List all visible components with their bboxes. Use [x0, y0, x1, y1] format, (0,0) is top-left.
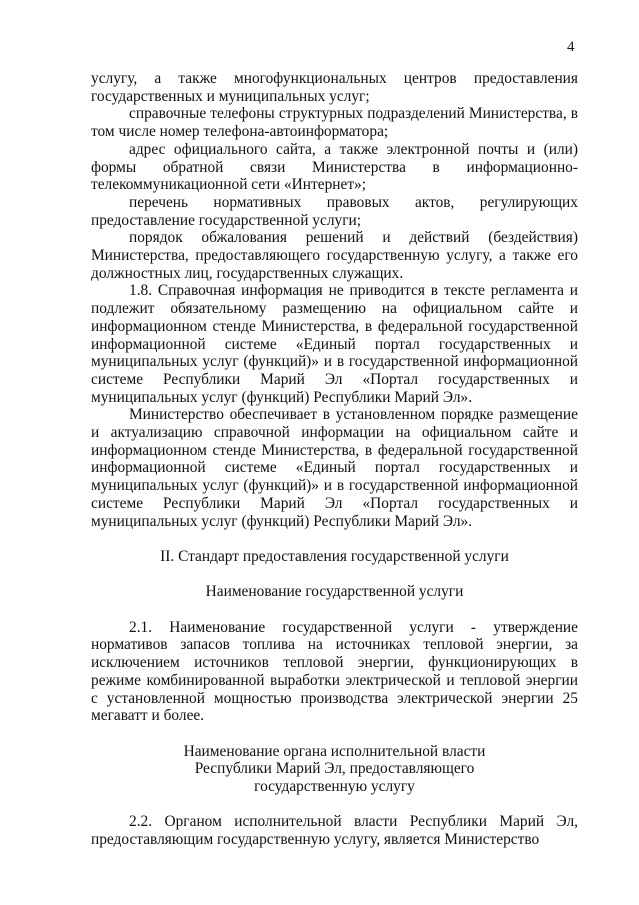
paragraph-continuation: услугу, а также многофункциональных центров предоставления государственных и муниципальных услуг; [91, 70, 578, 105]
paragraph-ministry-publication: Министерство обеспечивает в установленном порядке размещение и актуализацию справочной информации на официальном сайте и информационном стенде Министерства, в федеральной государственной информационной системе «Единый портал государственных и муниципальных услуг (функций)» и в государственной информационной системе Республики Марий Эл «Портал государственных и муниципальных услуг (функций) Республики Марий Эл». [91, 406, 578, 530]
subsection-heading-authority-line-1: Наименование органа исполнительной власти [183, 742, 486, 760]
paragraph-2-1: 2.1. Наименование государственной услуги - утверждение нормативов запасов топлива на источниках тепловой энергии, за исключением источников тепловой энергии, функционирующих в режиме комбинированной выработки электрической и тепловой энергии с установленной мощностью производства электрической энергии 25 мегаватт и более. [91, 618, 578, 725]
document-body [91, 70, 578, 849]
paragraph-phones: справочные телефоны структурных подразделений Министерства, в том числе номер телефона-автоинформатора; [91, 105, 578, 141]
paragraph-1-8: 1.8. Справочная информация не приводится в тексте регламента и подлежит обязательному размещению на официальном сайте и информационном стенде Министерства, в федеральной государственной информационной системе «Единый портал государственных и муниципальных услуг (функций)» и в государственной информационной системе Республики Марий Эл «Портал государственных и муниципальных услуг (функций) Республики Марий Эл». [91, 282, 578, 406]
paragraph-legal-acts: перечень нормативных правовых актов, регулирующих предоставление государственной услуги; [91, 193, 578, 229]
spacer [91, 601, 578, 619]
spacer [91, 725, 578, 743]
paragraph-2-2: 2.2. Органом исполнительной власти Республики Марий Эл, предоставляющим государственную услугу, является Министерство [91, 813, 578, 849]
spacer [91, 796, 578, 814]
subsection-heading-authority-line-3: государственную услугу [254, 778, 415, 796]
subsection-heading-authority-line-2: Республики Марий Эл, предоставляющего [194, 760, 475, 778]
spacer [91, 530, 578, 548]
subsection-heading-service-name: Наименование государственной услуги [205, 583, 464, 601]
page-number: 4 [567, 39, 575, 55]
spacer [91, 566, 578, 584]
paragraph-website: адрес официального сайта, а также электронной почты и (или) формы обратной связи Министерства в информационно-телекоммуникационной сети «Интернет»; [91, 140, 578, 194]
paragraph-appeal-procedure: порядок обжалования решений и действий (бездействия) Министерства, предоставляющего государственную услугу, а также его должностных лиц, государственных служащих. [91, 229, 578, 282]
section-heading: II. Стандарт предоставления государственной услуги [160, 547, 509, 565]
